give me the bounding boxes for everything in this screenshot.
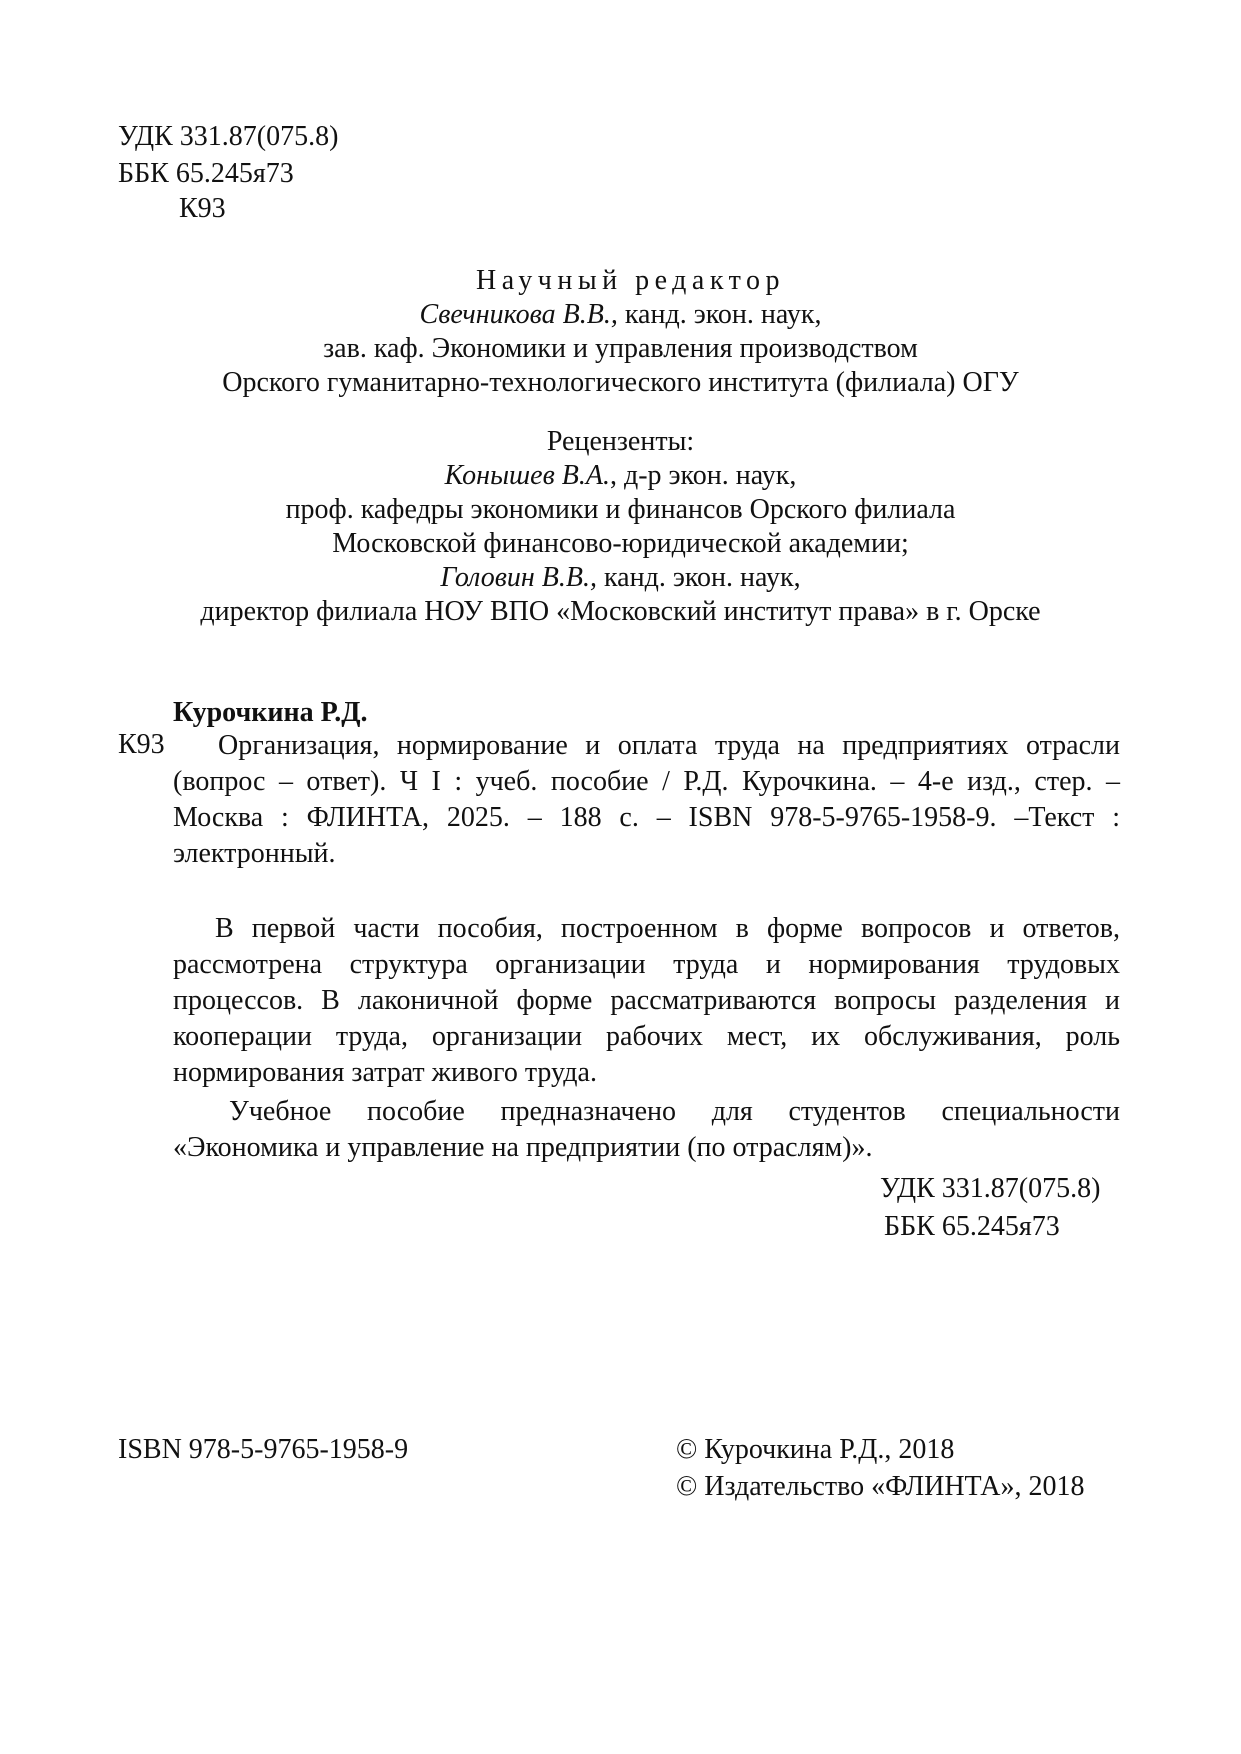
reviewer-1-line-1: [0, 459, 1241, 493]
bib-line: Организация, нормирование и оплата труда на предприятиях отрасли: [218, 730, 1120, 761]
reviewers-block: [0, 425, 1241, 629]
udk-code-bottom: УДК 331.87(075.8): [880, 1173, 1101, 1204]
copyright-publisher: © Издательство «ФЛИНТА», 2018: [676, 1471, 1085, 1502]
abstract-paragraph-2: [173, 1094, 1120, 1166]
reviewer-1-degree: , д-р экон. наук,: [609, 460, 797, 491]
bib-mark: К93: [118, 729, 165, 760]
abstract-line: кооперации труда, организации рабочих мест, их обслуживания, роль: [173, 1021, 1120, 1052]
editor-line-3: Орского гуманитарно-технологического института (филиала) ОГУ: [222, 367, 1019, 398]
udk-code: УДК 331.87(075.8): [118, 121, 339, 152]
editor-line-2: зав. каф. Экономики и управления производством: [323, 333, 918, 364]
bib-line: (вопрос – ответ). Ч I : учеб. пособие / Р.Д. Курочкина. – 4-е изд., стер. –: [173, 766, 1120, 797]
editor-name: Свечникова В.В.,: [419, 299, 618, 330]
reviewers-heading: Рецензенты:: [546, 426, 695, 457]
isbn: ISBN 978-5-9765-1958-9: [118, 1434, 409, 1465]
bib-author: Курочкина Р.Д.: [173, 697, 368, 728]
reviewer-1-name: Конышев В.А.: [444, 460, 610, 491]
reviewer-2-line-2: директор филиала НОУ ВПО «Московский институт права» в г. Орске: [200, 596, 1041, 627]
reviewer-2-name: Головин В.В.,: [440, 562, 597, 593]
abstract-line: «Экономика и управление на предприятии (по отраслям)».: [173, 1132, 873, 1163]
reviewer-1-line-2: проф. кафедры экономики и финансов Орского филиала: [285, 494, 956, 525]
reviewer-1-line-3: Московской финансово-юридической академии;: [332, 528, 909, 559]
abstract-line: рассмотрена структура организации труда и нормирования трудовых: [173, 949, 1120, 980]
abstract-line: В первой части пособия, построенном в форме вопросов и ответов,: [215, 913, 1120, 944]
reviewer-2-degree: канд. экон. наук,: [596, 562, 801, 593]
editor-degree: канд. экон. наук,: [617, 299, 822, 330]
bib-line: Москва : ФЛИНТА, 2025. – 188 с. – ISBN 978-5-9765-1958-9. –Текст :: [173, 802, 1120, 833]
editor-line-1: [0, 298, 1241, 332]
author-mark: К93: [179, 193, 226, 224]
reviewer-2-line-1: [0, 561, 1241, 595]
bib-line: электронный.: [173, 838, 336, 869]
abstract-line: Учебное пособие предназначено для студентов специальности: [229, 1096, 1120, 1127]
bbk-code: ББК 65.245я73: [118, 158, 294, 189]
abstract-line: процессов. В лаконичной форме рассматриваются вопросы разделения и: [173, 985, 1120, 1016]
abstract-paragraph-1: [173, 911, 1120, 1091]
abstract-line: нормирования затрат живого труда.: [173, 1057, 597, 1088]
editor-heading: Научный редактор: [476, 265, 785, 296]
bib-description: [173, 728, 1120, 872]
copyright-author: © Курочкина Р.Д., 2018: [676, 1434, 955, 1465]
editor-block: [0, 264, 1241, 400]
bbk-code-bottom: ББК 65.245я73: [884, 1211, 1060, 1242]
